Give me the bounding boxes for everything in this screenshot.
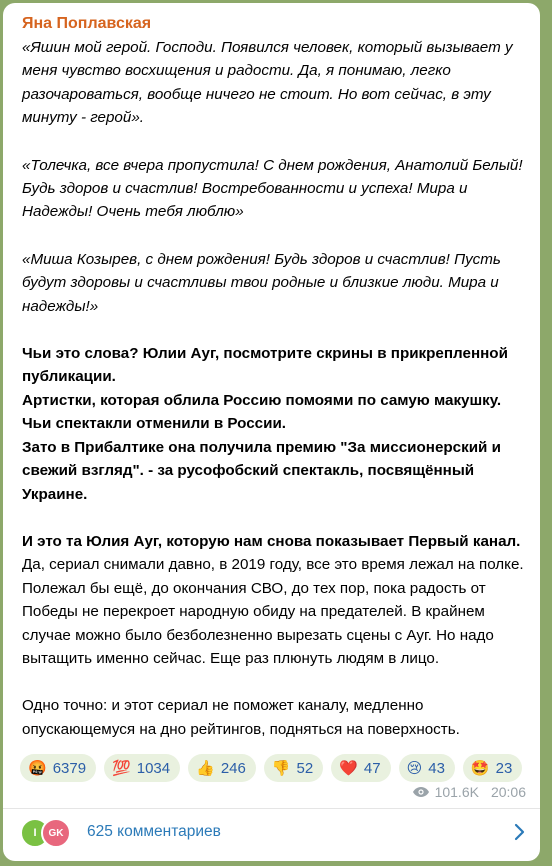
chevron-right-icon: [514, 823, 526, 841]
hundred-points-icon: 💯: [112, 759, 131, 777]
thumbs-up-icon: 👍: [196, 759, 215, 777]
comments-button[interactable]: [3, 809, 540, 857]
bold-paragraph: И это та Юлия Ауг, которую нам снова показывает Первый канал.: [22, 532, 521, 550]
avatar: GK: [41, 818, 71, 848]
avatar: I: [20, 818, 50, 848]
reaction-thumbs-up[interactable]: [188, 754, 256, 782]
reaction-count: 47: [363, 759, 381, 777]
reactions-bar: [20, 754, 522, 782]
bold-paragraph: Чьи это слова? Юлии Ауг, посмотрите скрины в прикрепленной публикации. Артистки, которая облила Россию помоями по самую макушку. Чьи спектакли отменили в России. Зато в Прибалтике она получила премию "За миссионерский и свежий взгляд". - за русофобский спектакль, посвящённый Украине.: [22, 345, 508, 503]
heart-icon: ❤️: [339, 759, 358, 777]
reaction-count: 246: [220, 759, 246, 777]
message-time: 20:06: [490, 784, 526, 800]
text-paragraph: Да, сериал снимали давно, в 2019 году, все это время лежал на полке. Полежал бы ещё, до окончания СВО, до тех пор, пока радость от Победы не перекроет народную обиду на предателей. В крайнем случае можно было безболезненно вырезать сцены с Ауг. Но надо вытащить именно сейчас. Еще раз плюнуть людям в лицо.: [22, 556, 524, 667]
message-meta: [413, 784, 526, 800]
reaction-heart[interactable]: [331, 754, 390, 782]
thumbs-down-icon: 👎: [271, 759, 291, 777]
view-count: 101.6K: [434, 784, 479, 800]
comments-count-label: 625 комментариев: [87, 823, 221, 840]
message-bubble: [3, 3, 540, 861]
reaction-count: 23: [495, 759, 513, 777]
author-name[interactable]: Яна Поплавская: [22, 15, 152, 32]
reaction-star-struck[interactable]: [463, 754, 522, 782]
message-text: [22, 36, 527, 741]
reaction-count: 52: [296, 759, 314, 777]
reaction-count: 1034: [136, 759, 171, 777]
quote-paragraph: «Миша Козырев, с днем рождения! Будь здоров и счастлив! Пусть будут здоровы и счастливы твои родные и близкие люди. Мира и надежды!»: [22, 250, 501, 315]
quote-paragraph: «Яшин мой герой. Господи. Появился человек, который вызывает у меня чувство восхищения и радости. Да, я понимаю, легко разочароваться, вообще ничего не стоит. Но вот сейчас, в эту минуту - герой».: [22, 39, 513, 127]
reaction-crying[interactable]: [399, 754, 455, 782]
text-paragraph: Одно точно: и этот сериал не поможет каналу, медленно опускающемуся на дно рейтингов, подняться на поверхность.: [22, 697, 460, 738]
reaction-count: 6379: [52, 759, 87, 777]
reaction-angry[interactable]: [20, 754, 96, 782]
quote-paragraph: «Толечка, все вчера пропустила! С днем рождения, Анатолий Белый! Будь здоров и счастлив! Востребованности и успеха! Мира и Надежды! Очень тебя люблю»: [22, 156, 523, 221]
reaction-count: 43: [428, 759, 445, 777]
reaction-hundred[interactable]: [104, 754, 180, 782]
angry-face-icon: 🤬: [28, 759, 47, 777]
crying-face-icon: 😢: [406, 759, 423, 777]
eye-icon: [413, 787, 429, 797]
reaction-thumbs-down[interactable]: [264, 754, 323, 782]
star-struck-icon: 🤩: [470, 759, 490, 777]
